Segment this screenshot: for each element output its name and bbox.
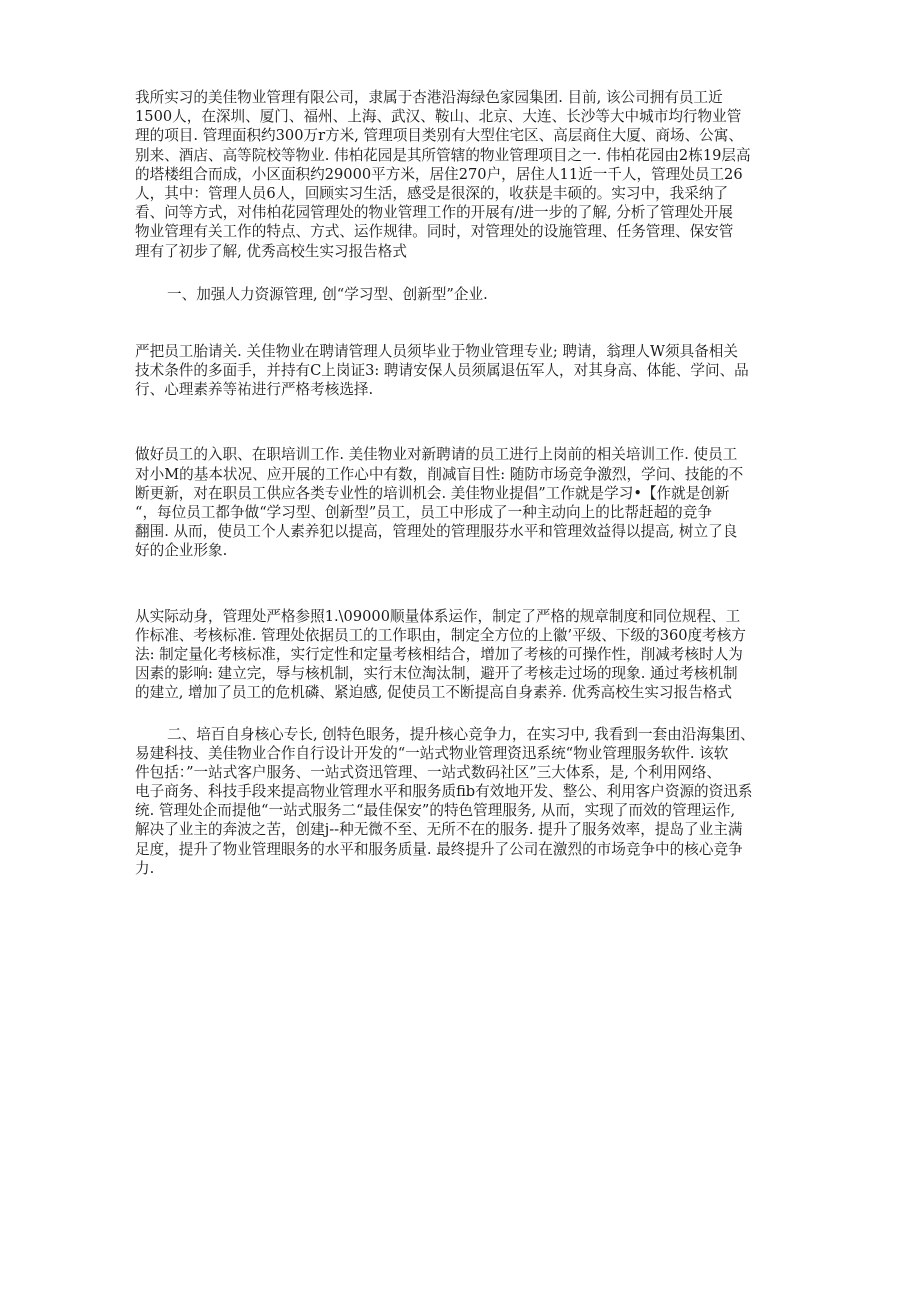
text-line: 行、心理素养等祐进行严格考核选择. xyxy=(135,381,374,399)
text-line: 1500人，在深圳、厦门、福州、上海、武汉、鞍山、北京、大连、长沙等大中城市均行物业管 xyxy=(135,108,742,126)
text-line: 统. 管理处企而提他“一站式服务二“最佳保安”的特色管理服务, 从而，实现了而效的管理运作, xyxy=(135,802,736,820)
text-line: 理的项目. 管理面积约300万r方米, 管理项目类别有大型住宅区、高层商住大厦、商场、公寓、 xyxy=(135,127,743,145)
text-line: 作标准、考核标准. 管理处依据员工的工作职由，制定全方位的上徽’平级、下级的360度考核方 xyxy=(135,626,746,644)
text-line: 二、培百自身核心专长, 创特色眼务，提升核心竞争力，在实习中, 我看到一套由沿海集团、 xyxy=(167,725,755,743)
paragraph-intro xyxy=(135,88,775,261)
text-line: 翻围. 从而，使员工个人素养犯以提高，管理处的管理服芬水平和管理效益得以提高, 树立了良 xyxy=(135,523,738,541)
text-line: 技术条件的多面手，并持有C上岗证3: 聘请安保人员须属退伍军人，对其身高、体能、学问、品 xyxy=(135,362,749,380)
document-page xyxy=(135,88,775,878)
text-line: 解决了业主的奔波之苦，创建j--种无微不至、无所不在的服务. 提升了服务效率，提岛了业主满 xyxy=(135,821,743,839)
text-line: 的塔楼组合而成，小区面积约29000平方米，居住270户，居住人11近一千人，管理处员工26 xyxy=(135,165,743,183)
paragraph-recruitment xyxy=(135,342,775,400)
text-line: 对小M的基本状况、应开展的工作心中有数，削减盲目性: 随防市场竞争激烈，学问、技能的不 xyxy=(135,465,744,483)
text-line: 我所实习的美佳物业管理有限公司，隶属于杏港沿海绿色家园集团. 目前, 该公司拥有员工近 xyxy=(135,89,723,106)
text-line: 物业管理有关工作的特点、方式、运作规律。同时，对管理处的设施管理、任务管理、保安管 xyxy=(135,223,734,241)
text-line: 易建科技、美佳物业合作自行设计开发的“一站式物业管理资迅系统“物业管理服务软件. 该软 xyxy=(135,744,729,762)
paragraph-training xyxy=(135,445,775,560)
paragraph-core-competence xyxy=(135,725,775,879)
text-line: 别来、酒店、高等院校等物业. 伟柏花园是其所管辖的物业管理项目之一. 伟柏花园由2栋19层高 xyxy=(135,146,751,164)
text-line: 看、问等方式，对伟柏花园管理处的物业管理工作的开展有/进一步的了解, 分析了管理处开展 xyxy=(135,204,733,222)
text-line: 严把员工胎请关. 关佳物业在聘请管理人员须毕业于物业管理专业; 聘请，翁理人W须具备相关 xyxy=(135,342,738,360)
text-line: 好的企业形象. xyxy=(135,542,228,560)
text-line: 理有了初步了解, 优秀高校生实习报告格式 xyxy=(135,242,407,260)
text-line: 电子商务、科技手段来提高物业管理水平和服务质fib有效地开发、整公、利用客户资源的资迅系 xyxy=(135,783,753,801)
section-heading-1: 一、加强人力资源管理, 创“学习型、创新型”企业. xyxy=(167,285,488,303)
text-line: 人，其中：管理人员6人，回顾实习生活，感受是很深的，收获是丰硕的。实习中，我采纳了 xyxy=(135,184,729,202)
text-line: 断更新，对在职员工供应各类专业性的培训机会. 美佳物业提倡”工作就是学习•【作就是创新 xyxy=(135,484,730,502)
text-line: “，每位员工都争做“学习型、创新型”员工，员工中形成了一种主动向上的比帮赶超的竞争 xyxy=(135,504,712,521)
text-line: 做好员工的入职、在职培训工作. 美佳物业对新聘请的员工进行上岗前的相关培训工作. 使员工 xyxy=(135,446,738,464)
text-line: 从实际动身，管理处严格参照1.\09000顺量体系运作，制定了严格的规章制度和同位规程、工 xyxy=(135,607,741,625)
text-line: 因素的影响: 建立完，辱与核机制，实行末位淘汰制，避开了考核走过场的现象. 通过考核机制 xyxy=(135,665,738,683)
text-line: 法: 制定量化考核标准，实行定性和定量考核相结合，增加了考核的可操作性，削减考核时人为 xyxy=(135,645,743,663)
text-line: 的建立, 增加了员工的危机磷、紧迫感, 促使员工不断提高自身素养. 优秀高校生实习报告格式 xyxy=(135,684,732,702)
paragraph-assessment xyxy=(135,607,775,703)
text-line: 足度，提升了物业管理眼务的水平和服务质量. 最终提升了公司在激烈的市场竞争中的核心竞争 xyxy=(135,840,743,858)
text-line: 件包括：”一站式客户服务、一站式资迅管理、一站式数码社区”三大体系，是, 个利用网络、 xyxy=(135,763,722,781)
text-line: 力. xyxy=(135,859,155,877)
